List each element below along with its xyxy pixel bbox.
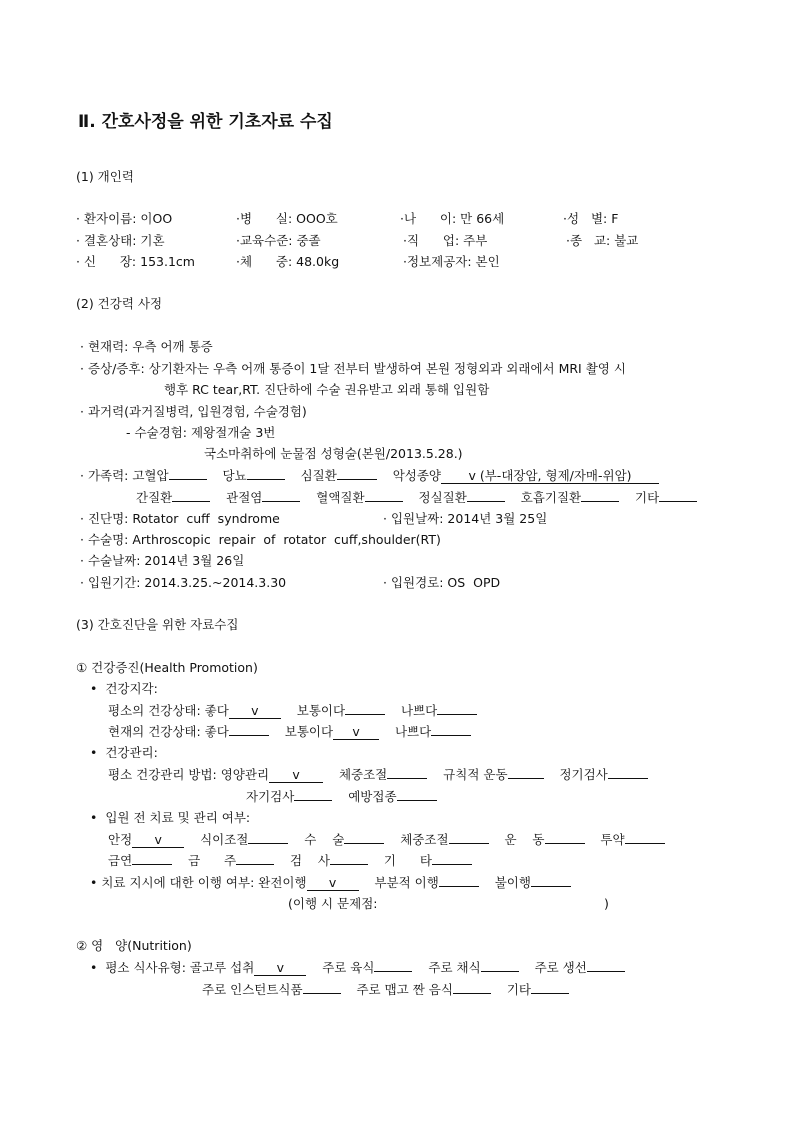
current-health-label: 현재의 건강상태: 좋다	[108, 724, 229, 739]
family-history-row-2	[136, 490, 697, 506]
fam-cancer-mark: v (부-대장암, 형제/자매-위암)	[441, 469, 659, 484]
blank	[581, 501, 619, 502]
blank	[337, 479, 377, 480]
current-health-row	[108, 724, 471, 740]
health-management: • 건강관리:	[90, 745, 158, 760]
diet-type-row-2	[202, 982, 569, 998]
blank	[229, 735, 269, 736]
height: · 신 장: 153.1cm	[76, 254, 195, 269]
usual-health-row	[108, 703, 477, 719]
blank	[437, 714, 477, 715]
blank	[531, 993, 569, 994]
blank	[439, 886, 479, 887]
blank	[397, 800, 437, 801]
informant: ·정보제공자: 본인	[403, 254, 500, 269]
pre-treatment-row-1	[108, 832, 665, 848]
nutrition-heading: ② 영 양(Nutrition)	[76, 938, 192, 953]
section-personal-history: (1) 개인력	[76, 169, 134, 184]
blank	[236, 864, 274, 865]
blank	[172, 501, 210, 502]
blank	[248, 843, 288, 844]
occupation: ·직 업: 주부	[403, 233, 488, 248]
blank	[374, 971, 412, 972]
exercise-item: 운 동	[504, 832, 545, 847]
admission-route: · 입원경로: OS OPD	[383, 575, 501, 590]
management-method-row	[108, 767, 648, 783]
section-nursing-data: (3) 간호진단을 위한 자료수집	[76, 617, 239, 632]
surgery-date: · 수술날짜: 2014년 3월 26일	[80, 553, 245, 568]
method-label: 평소 건강관리 방법: 영양관리	[108, 767, 270, 782]
compliance-label: • 치료 지시에 대한 이행 여부: 완전이행	[90, 875, 307, 890]
sex: ·성 별: F	[563, 211, 619, 226]
compliance-row	[90, 875, 571, 891]
exam-item: 검 사	[289, 853, 331, 868]
current-normal-mark: v	[333, 725, 379, 740]
weight: ·체 중: 48.0kg	[236, 254, 340, 269]
blank	[294, 800, 332, 801]
blank	[132, 864, 172, 865]
rest: 안정	[108, 832, 133, 847]
alcohol-cessation: 금 주	[188, 853, 237, 868]
blank	[262, 501, 300, 502]
method-nutrition-mark: v	[269, 768, 323, 783]
medication-item: 투약	[600, 832, 625, 847]
blank	[453, 993, 491, 994]
marital-status: · 결혼상태: 기혼	[76, 233, 165, 248]
religion: ·종 교: 불교	[566, 233, 639, 248]
surgery-history-1: - 수술경험: 제왕절개술 3번	[126, 425, 276, 440]
compliance-problem-open: (이행 시 문제점:	[288, 896, 378, 911]
usual-health-label: 평소의 건강상태: 좋다	[108, 703, 229, 718]
blank	[467, 501, 505, 502]
fam-diabetes: 당뇨	[222, 468, 247, 483]
method-exercise: 규칙적 운동	[443, 767, 508, 782]
current-bad: 나쁘다	[394, 724, 432, 739]
blank	[330, 864, 368, 865]
compliance-full-mark: v	[307, 876, 359, 891]
compliance-none: 불이행	[494, 875, 531, 890]
blank	[303, 993, 341, 994]
page-title: Ⅱ. 간호사정을 위한 기초자료 수집	[78, 112, 333, 132]
usual-good-mark: v	[229, 704, 281, 719]
past-history: · 과거력(과거질병력, 입원경험, 수술경험)	[80, 404, 307, 419]
education: ·교육수준: 중졸	[236, 233, 321, 248]
compliance-problem-close: )	[604, 896, 609, 911]
diet-meat: 주로 육식	[322, 960, 375, 975]
ward: ·병 실: OOO호	[236, 211, 338, 226]
chief-complaint: · 현재력: 우측 어깨 통증	[80, 339, 213, 354]
admission-period: · 입원기간: 2014.3.25.~2014.3.30	[80, 575, 287, 590]
blank	[365, 501, 403, 502]
diet-spicy: 주로 맵고 짠 음식	[356, 982, 453, 997]
method-vaccine: 예방접종	[348, 789, 397, 804]
blank	[432, 864, 472, 865]
weight-control: 체중조절	[400, 832, 449, 847]
fam-respiratory: 호흡기질환	[520, 490, 582, 505]
diet-even-mark: v	[254, 961, 306, 976]
fam-etc: 기타	[635, 490, 660, 505]
usual-bad: 나쁘다	[400, 703, 438, 718]
surgery-name: · 수술명: Arthroscopic repair of rotator cuff,shoulder(RT)	[80, 532, 441, 547]
blank	[625, 843, 665, 844]
patient-name: · 환자이름: 이OO	[76, 211, 173, 226]
other-item: 기 타	[383, 853, 432, 868]
smoking-cessation: 금연	[108, 853, 133, 868]
fam-heart: 심질환	[300, 468, 337, 483]
symptom-line-2: 행후 RC tear,RT. 진단하에 수술 권유받고 외래 통해 입원함	[164, 382, 490, 397]
blank	[345, 714, 385, 715]
diagnosis: · 진단명: Rotator cuff syndrome	[80, 511, 280, 526]
pre-treatment: • 입원 전 치료 및 관리 여부:	[90, 810, 251, 825]
management-method-row-2	[246, 789, 437, 805]
blank	[449, 843, 489, 844]
diet-control: 식이조절	[200, 832, 249, 847]
section-health-history: (2) 건강력 사정	[76, 296, 163, 311]
blank	[545, 843, 585, 844]
fam-blood: 혈액질환	[316, 490, 365, 505]
surgery-history-2: 국소마취하에 눈물점 성형술(본원/2013.5.28.)	[204, 446, 463, 461]
blank	[387, 778, 427, 779]
current-normal: 보통이다	[284, 724, 334, 739]
diet-instant: 주로 인스턴트식품	[202, 982, 303, 997]
blank	[247, 479, 285, 480]
compliance-partial: 부분적 이행	[374, 875, 439, 890]
method-checkup: 정기검사	[559, 767, 608, 782]
blank	[531, 886, 571, 887]
fam-arthritis: 관절염	[226, 490, 263, 505]
method-weight: 체중조절	[338, 767, 388, 782]
diet-vegetable: 주로 채식	[428, 960, 481, 975]
fam-cancer: 악성종양	[392, 468, 442, 483]
diet-type-row-1	[90, 960, 625, 976]
health-perception: • 건강지각:	[90, 681, 158, 696]
blank	[659, 501, 697, 502]
fam-mental: 정실질환	[418, 490, 467, 505]
method-self: 자기검사	[246, 789, 295, 804]
blank	[508, 778, 544, 779]
usual-normal: 보통이다	[296, 703, 346, 718]
diet-fish: 주로 생선	[534, 960, 587, 975]
blank	[608, 778, 648, 779]
blank	[344, 843, 384, 844]
family-history-row-1	[80, 468, 659, 484]
fam-hypertension: 고혈압	[132, 468, 169, 483]
fam-liver: 간질환	[136, 490, 173, 505]
age: ·나 이: 만 66세	[400, 211, 505, 226]
blank	[431, 735, 471, 736]
blank	[169, 479, 207, 480]
blank	[481, 971, 519, 972]
family-history-label: · 가족력:	[80, 468, 133, 483]
surgery-item: 수 술	[304, 832, 345, 847]
blank	[587, 971, 625, 972]
symptom-line-1: · 증상/증후: 상기환자는 우측 어깨 통증이 1달 전부터 발생하여 본원 정형외과 외래에서 MRI 촬영 시	[80, 361, 626, 376]
rest-mark: v	[132, 833, 184, 848]
health-promotion-heading: ① 건강증진(Health Promotion)	[76, 660, 258, 675]
diet-etc: 기타	[506, 982, 531, 997]
diet-type-label: • 평소 식사유형: 골고루 섭취	[90, 960, 255, 975]
admission-date: · 입원날짜: 2014년 3월 25일	[383, 511, 548, 526]
pre-treatment-row-2	[108, 853, 472, 869]
